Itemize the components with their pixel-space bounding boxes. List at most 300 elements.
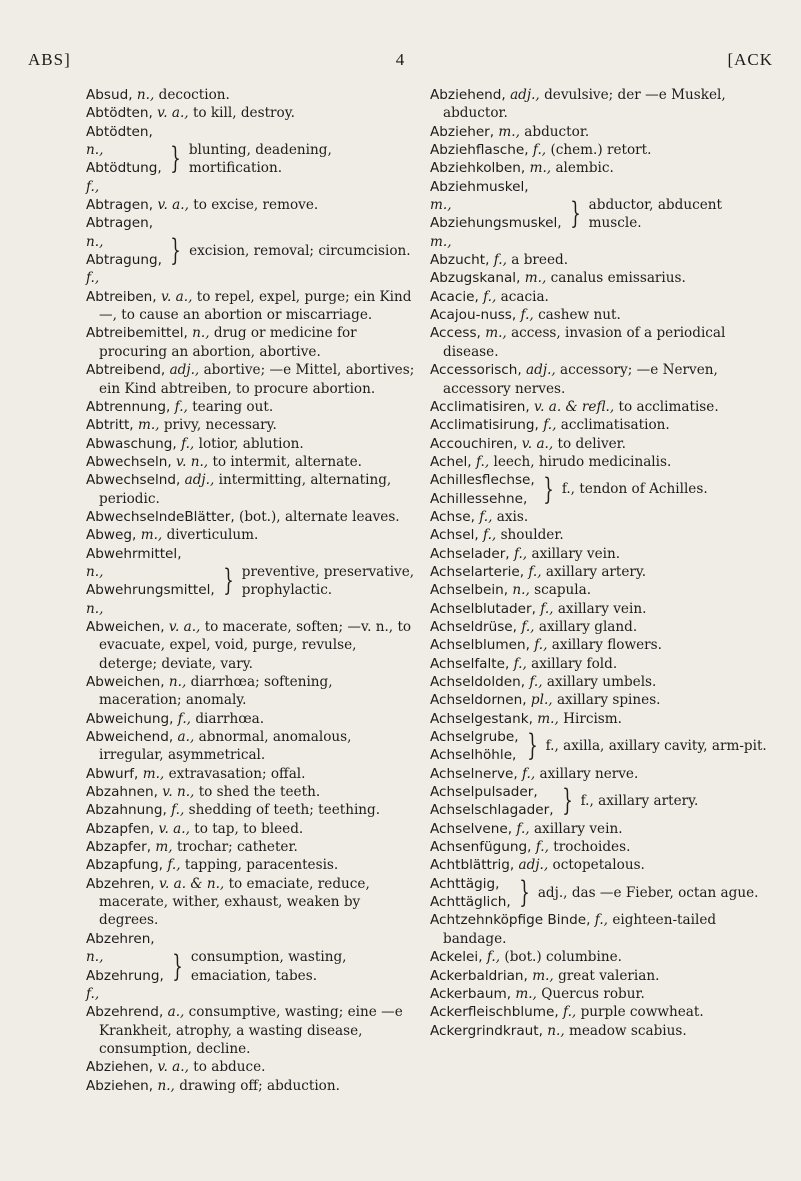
grammar-label: f., [594, 912, 608, 929]
headword: Abwechseln, [86, 453, 172, 470]
definition: drug or medicine for procuring an abortion, abortive. [99, 325, 357, 360]
headword: Abziehen, [86, 1059, 154, 1076]
definition: to emaciate, reduce, macerate, wither, exhaust, weaken by degrees. [99, 875, 370, 929]
definition: Hircism. [563, 710, 622, 727]
dictionary-entry [430, 251, 768, 269]
dictionary-entry [86, 86, 416, 104]
definition: diarrhœa; softening, maceration; anomaly. [99, 674, 333, 709]
brace-mark: } [172, 948, 183, 984]
headword-line [430, 783, 554, 801]
headword: Achselbein, [430, 582, 509, 599]
headword: Achtblättrig, [430, 857, 515, 874]
dictionary-entry [86, 875, 416, 930]
dictionary-entry [430, 820, 768, 838]
definition: trochoides. [553, 839, 631, 856]
grammar-label: v. a., [157, 197, 189, 214]
dictionary-entry [86, 783, 416, 801]
headword-line [430, 875, 511, 893]
entry-headword-group [86, 214, 162, 287]
headword: Achseldrüse, [430, 618, 517, 635]
headword-line [430, 801, 554, 819]
grammar-label: a., [167, 1004, 185, 1021]
headword: Abzugskanal, [430, 270, 521, 287]
dictionary-entry [430, 416, 768, 434]
definition: privy, necessary. [163, 417, 277, 434]
dictionary-entry [430, 655, 768, 673]
dictionary-entry [430, 856, 768, 874]
headword: AbwechselndeBlätter, [86, 508, 235, 525]
dictionary-entry [86, 104, 416, 122]
definition: abnormal, anomalous, irregular, asymmetrical. [99, 729, 352, 764]
headword: Abtragung, [86, 252, 162, 269]
grammar-label: adj., [184, 472, 215, 489]
dictionary-entry [430, 765, 768, 783]
definition: to abduce. [193, 1059, 266, 1076]
headword-line [430, 214, 562, 251]
brace-mark: } [519, 875, 530, 911]
entry-headword-group [430, 471, 535, 508]
headword: Acclimatisirung, [430, 417, 539, 434]
grammar-label: f., [483, 288, 497, 305]
definition: drawing off; abduction. [179, 1077, 340, 1094]
grammar-label: f., [86, 178, 100, 195]
headword: Achselarterie, [430, 563, 525, 580]
entry-headword-group [430, 728, 519, 765]
grammar-label: f., [171, 802, 185, 819]
headword: Abzieher, [430, 123, 495, 140]
headword: Abtödten, [86, 123, 153, 140]
headword: Abziehmuskel, [430, 178, 529, 195]
grammar-label: adj., [169, 362, 200, 379]
entry-headword-group [430, 875, 511, 912]
grammar-label: v. a., [158, 820, 190, 837]
headword: Abweichend, [86, 729, 174, 746]
grammar-label: v. a., [160, 288, 193, 305]
headword: Abweichen, [86, 618, 165, 635]
definition: to repel, expel, purge; ein Kind—, to cause an abortion or miscarriage. [99, 288, 412, 324]
headword: Abzucht, [430, 252, 490, 269]
definition: to tap, to bleed. [194, 820, 304, 837]
headword: Abziehkolben, [430, 160, 526, 177]
headword: Abweichung, [86, 710, 174, 727]
headword: Abziehend, [430, 87, 506, 103]
header-last-word: [ACK [727, 50, 773, 69]
headword: Achse, [430, 508, 475, 525]
definition: great valerian. [558, 967, 660, 984]
grammar-label: f., [529, 674, 543, 690]
grammar-label: n., [136, 87, 155, 103]
definition: trochar; catheter. [176, 839, 298, 856]
right-column [430, 86, 768, 1040]
headword: Abweichen, [86, 674, 165, 690]
headword: Abzehren, [86, 875, 155, 892]
definition: canalus emissarius. [550, 270, 686, 287]
headword-line [430, 490, 535, 508]
dictionary-entry [430, 86, 768, 123]
entry-headword-group [430, 783, 554, 820]
headword: Ackerbaldrian, [430, 967, 528, 984]
headword: Abtreibemittel, [86, 325, 188, 342]
dictionary-entry [86, 214, 416, 287]
headword-line [86, 123, 162, 160]
grammar-label: f., [174, 398, 188, 415]
page-number: 4 [395, 50, 406, 69]
grammar-label: adj., [526, 362, 556, 379]
dictionary-entry [430, 1003, 768, 1021]
grammar-label: m., [537, 710, 559, 727]
grammar-label: a., [177, 729, 195, 746]
headword: Abzapfer, [86, 839, 152, 856]
dictionary-entry [86, 801, 416, 819]
headword: Abtödtung, [86, 160, 162, 177]
definition: to acclimatise. [618, 398, 719, 415]
definition: abductor. [524, 123, 590, 140]
grammar-label: f., [540, 600, 554, 617]
grammar-label: n., [86, 949, 104, 966]
grammar-label: f., [535, 839, 549, 856]
grammar-label: v. n., [162, 784, 195, 801]
grammar-label: m., [498, 123, 520, 140]
headword-line [86, 159, 162, 196]
headword: Acacie, [430, 288, 479, 305]
dictionary-entry [430, 728, 768, 765]
headword: Achttägig, [430, 875, 500, 892]
headword: Achselblutader, [430, 600, 536, 617]
headword-line [430, 746, 519, 764]
definition: axillary artery. [545, 563, 647, 580]
grammar-label: adj., [518, 857, 549, 874]
definition: axillary flowers. [551, 637, 662, 654]
headword: Achselblumen, [430, 637, 530, 654]
grammar-label: f., [522, 765, 536, 782]
grammar-label: m., [142, 765, 165, 782]
headword: Acclimatisiren, [430, 398, 530, 415]
definition: to macerate, soften; —v. n., to evacuate, expel, void, purge, revulse, deterge; deviate, vary. [99, 618, 412, 672]
grammar-label: n., [86, 600, 104, 617]
definition: to excise, remove. [193, 197, 319, 214]
grammar-label: v. a., [168, 618, 201, 635]
grammar-label: v. a. & refl., [534, 398, 615, 415]
grammar-label: f., [563, 1004, 577, 1021]
grammar-label: v. a. & n., [158, 875, 225, 892]
grammar-label: m., [515, 985, 537, 1002]
dictionary-entry [86, 471, 416, 508]
headword: Achttäglich, [430, 894, 511, 911]
definition: preventive, preservative, prophylactic. [241, 563, 415, 599]
definition: Quercus robur. [541, 985, 645, 1002]
dictionary-entry [430, 563, 768, 581]
headword-line [430, 893, 511, 911]
dictionary-entry [86, 453, 416, 471]
headword-line [86, 545, 215, 582]
definition: intermitting, alternating, periodic. [99, 472, 392, 507]
grammar-label: n., [512, 582, 530, 599]
definition: diarrhœa. [195, 710, 265, 727]
grammar-label: m., [140, 527, 163, 544]
definition: accessory; —e Nerven, accessory nerves. [443, 362, 718, 397]
headword: Ackerbaum, [430, 985, 512, 1002]
dictionary-entry [430, 453, 768, 471]
dictionary-entry [430, 967, 768, 985]
definition: axillary umbels. [546, 674, 657, 690]
dictionary-entry [430, 618, 768, 636]
definition: shedding of teeth; teething. [188, 802, 381, 819]
grammar-label: f., [86, 270, 100, 287]
entry-headword-group [86, 930, 164, 1003]
definition: cashew nut. [538, 307, 621, 324]
headword: Abwechselnd, [86, 472, 181, 489]
dictionary-entry [430, 985, 768, 1003]
dictionary-entry [430, 1022, 768, 1040]
definition: axillary vein. [557, 600, 647, 617]
dictionary-entry [430, 178, 768, 251]
definition: axis. [496, 508, 529, 525]
headword: Abwehrungsmittel, [86, 582, 215, 599]
definition: excision, removal; circumcision. [189, 242, 411, 259]
headword: Achselnerve, [430, 765, 518, 782]
grammar-label: n., [547, 1022, 565, 1039]
grammar-label: f., [486, 949, 501, 966]
grammar-label: v. a., [521, 435, 554, 452]
headword: Abzehren, [86, 930, 155, 947]
grammar-label: f., [513, 655, 527, 672]
dictionary-entry [86, 728, 416, 765]
dictionary-entry [86, 508, 416, 526]
dictionary-entry [430, 361, 768, 398]
dictionary-entry [86, 1003, 416, 1058]
dictionary-entry [430, 123, 768, 141]
dictionary-entry [430, 948, 768, 966]
grammar-label: m., [529, 160, 552, 177]
definition: leech, hirudo medicinalis. [493, 453, 672, 470]
headword-line [430, 728, 519, 746]
definition: axillary vein. [533, 820, 623, 837]
definition: blunting, deadening, mortification. [188, 142, 332, 177]
headword: Achsenfügung, [430, 839, 532, 856]
grammar-label: m., [532, 967, 554, 984]
headword-line [86, 251, 162, 288]
headword: Abtödten, [86, 105, 153, 122]
headword: Achel, [430, 453, 472, 470]
headword: Abtrennung, [86, 398, 171, 415]
brace-mark: } [543, 471, 554, 507]
definition: to kill, destroy. [192, 105, 295, 122]
headword: Achselpulsader, [430, 784, 538, 801]
headword: Accessorisch, [430, 362, 522, 379]
grammar-label: v. a., [157, 105, 189, 122]
brace-mark: } [170, 141, 181, 177]
dictionary-entry [430, 600, 768, 618]
headword: Abziehen, [86, 1077, 154, 1094]
grammar-label: n., [168, 674, 187, 690]
definition: decoction. [158, 87, 230, 103]
grammar-label: f., [513, 545, 528, 562]
grammar-label: f., [516, 820, 530, 837]
headword: Abzahnen, [86, 784, 158, 801]
headword: Achtzehnköpfige Binde, [430, 912, 591, 929]
headword: Ackerfleischblume, [430, 1004, 559, 1021]
definition: to intermit, alternate. [212, 453, 363, 470]
grammar-label: f., [483, 527, 497, 544]
grammar-label: m., [524, 270, 547, 287]
definition: lotior, ablution. [198, 435, 304, 452]
headword: Achselfalte, [430, 655, 510, 672]
definition: tapping, paracentesis. [184, 857, 339, 874]
dictionary-entry [430, 875, 768, 912]
dictionary-entry [430, 636, 768, 654]
headword-line [430, 471, 535, 489]
grammar-label: f., [479, 508, 493, 525]
grammar-label: n., [86, 563, 104, 580]
dictionary-entry [86, 196, 416, 214]
definition: f., axilla, axillary cavity, arm-pit. [545, 738, 767, 755]
dictionary-entry [86, 710, 416, 728]
dictionary-entry [430, 911, 768, 948]
headword: Acajou-nuss, [430, 307, 517, 324]
grammar-label: f., [532, 142, 547, 159]
headword: Abzapfung, [86, 857, 163, 874]
grammar-label: f., [86, 985, 100, 1002]
grammar-label: f., [177, 710, 191, 727]
headword: Abzehrung, [86, 967, 164, 984]
headword-line [86, 967, 164, 1004]
grammar-label: f., [521, 618, 535, 635]
entry-headword-group [86, 123, 162, 196]
grammar-label: n., [86, 233, 104, 250]
dictionary-entry [86, 1058, 416, 1076]
brace-mark: } [170, 233, 181, 269]
entry-headword-group [430, 178, 562, 251]
headword: Achselschlagader, [430, 802, 554, 819]
headword-line [86, 214, 162, 251]
dictionary-entry [430, 691, 768, 709]
definition: extravasation; offal. [168, 765, 306, 782]
definition: consumption, wasting, emaciation, tabes. [190, 949, 347, 984]
brace-mark: } [222, 563, 234, 599]
grammar-label: f., [534, 637, 548, 654]
headword: Ackelei, [430, 949, 483, 966]
definition: scapula. [534, 582, 592, 599]
headword: Achseldornen, [430, 692, 527, 709]
headword: Abzehrend, [86, 1004, 164, 1021]
dictionary-entry [430, 508, 768, 526]
dictionary-entry [86, 765, 416, 783]
headword: Abwehrmittel, [86, 545, 182, 562]
definition: octopetalous. [552, 857, 645, 874]
header-first-word: ABS] [28, 50, 71, 69]
grammar-label: n., [157, 1077, 175, 1094]
brace-mark: } [561, 783, 573, 819]
headword: Achseldolden, [430, 674, 526, 690]
dictionary-entry [430, 673, 768, 691]
headword: Absud, [86, 87, 133, 103]
headword: Access, [430, 325, 481, 342]
dictionary-entry [86, 361, 416, 398]
headword: Abwurf, [86, 765, 139, 782]
definition: to shed the teeth. [198, 784, 321, 801]
definition: acacia. [500, 288, 549, 305]
dictionary-entry [86, 123, 416, 196]
grammar-label: n., [192, 325, 210, 342]
entry-headword-group [86, 545, 215, 618]
definition: purple cowwheat. [580, 1004, 704, 1021]
grammar-label: m, [155, 839, 173, 856]
definition: (chem.) retort. [550, 142, 652, 159]
grammar-label: pl., [530, 692, 553, 709]
definition: abductor, abducent muscle. [588, 197, 722, 232]
headword: Abwaschung, [86, 435, 177, 452]
headword: Abtragen, [86, 197, 154, 214]
headword-line [86, 581, 215, 618]
headword: Abzahnung, [86, 802, 167, 819]
headword: Abweg, [86, 527, 137, 544]
definition: (bot.) columbine. [504, 949, 622, 966]
definition: tearing out. [192, 398, 274, 415]
grammar-label: f., [520, 307, 534, 324]
grammar-label: f., [167, 857, 181, 874]
grammar-label: m., [430, 197, 452, 214]
headword: Achillessehne, [430, 490, 528, 507]
dictionary-entry [430, 545, 768, 563]
dictionary-entry [430, 141, 768, 159]
definition: axillary gland. [538, 618, 638, 635]
grammar-label: v. a., [157, 1059, 189, 1076]
grammar-label: adj., [510, 87, 540, 103]
headword: Achselgestank, [430, 710, 533, 727]
definition: axillary spines. [556, 692, 661, 709]
headword: Abziehungsmuskel, [430, 215, 562, 232]
dictionary-entry [86, 1077, 416, 1095]
headword: Achillesflechse, [430, 472, 535, 489]
dictionary-entry [86, 324, 416, 361]
dictionary-entry [86, 673, 416, 710]
definition: diverticulum. [166, 527, 259, 544]
dictionary-entry [430, 783, 768, 820]
definition: access, invasion of a periodical disease. [443, 325, 726, 360]
definition: axillary vein. [531, 545, 621, 562]
headword: Abzapfen, [86, 820, 155, 837]
definition: (bot.), alternate leaves. [239, 508, 400, 525]
definition: acclimatisation. [560, 417, 670, 434]
dictionary-entry [430, 269, 768, 287]
definition: alembic. [555, 160, 614, 177]
dictionary-entry [430, 710, 768, 728]
dictionary-entry [86, 838, 416, 856]
definition: f., tendon of Achilles. [561, 481, 708, 498]
grammar-label: v. n., [176, 453, 209, 470]
definition: meadow scabius. [569, 1022, 687, 1039]
definition: adj., das —e Fieber, octan ague. [537, 884, 759, 901]
brace-mark: } [569, 196, 581, 232]
headword: Abtritt, [86, 417, 134, 434]
headword: Accouchiren, [430, 435, 518, 452]
definition: consumptive, wasting; eine —e Krankheit, atrophy, a wasting disease, consumption, decline. [99, 1004, 403, 1057]
headword: Achsel, [430, 527, 479, 544]
dictionary-entry [86, 398, 416, 416]
headword: Abtragen, [86, 215, 154, 232]
dictionary-entry [430, 324, 768, 361]
grammar-label: m., [137, 417, 160, 434]
grammar-label: f., [493, 252, 507, 269]
definition: shoulder. [500, 527, 564, 544]
dictionary-entry [430, 581, 768, 599]
dictionary-entry [430, 526, 768, 544]
dictionary-entry [430, 471, 768, 508]
grammar-label: m., [430, 233, 452, 250]
grammar-label: f., [528, 563, 542, 580]
headword: Achselgrube, [430, 729, 519, 746]
definition: a breed. [511, 252, 569, 269]
